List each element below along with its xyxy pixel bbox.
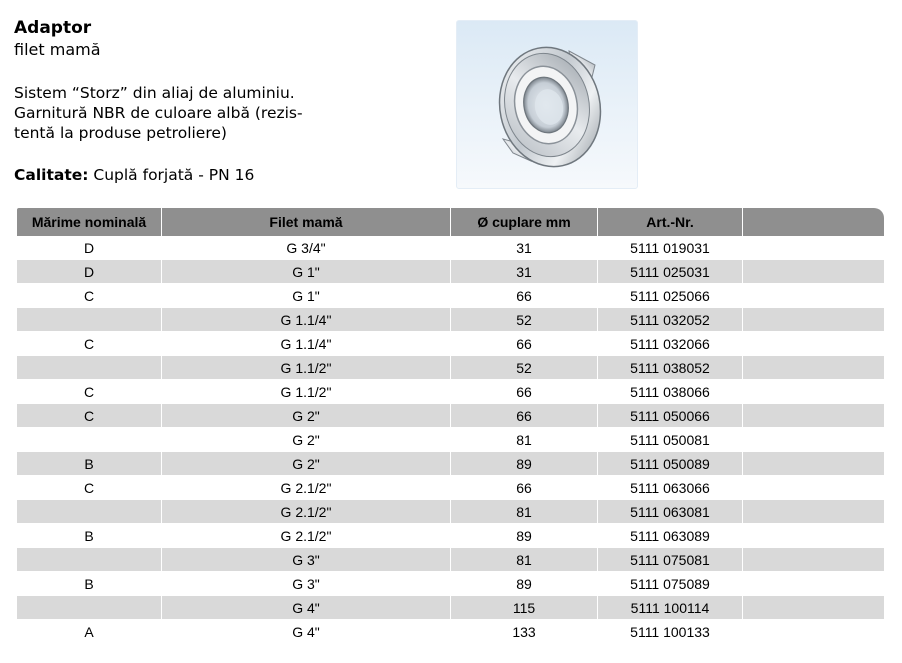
cell-coupling: 81 <box>451 548 598 572</box>
cell-size <box>17 596 162 620</box>
cell-size: B <box>17 452 162 476</box>
cell-art-nr: 5111 063081 <box>598 500 743 524</box>
table-row <box>17 476 884 500</box>
product-description <box>14 83 344 143</box>
cell-size <box>17 308 162 332</box>
cell-coupling: 52 <box>451 356 598 380</box>
cell-thread: G 1.1/4" <box>162 308 451 332</box>
cell-art-nr: 5111 050089 <box>598 452 743 476</box>
cell-art-nr: 5111 063066 <box>598 476 743 500</box>
cell-extra <box>743 476 884 500</box>
column-header-art-nr: Art.-Nr. <box>598 208 743 236</box>
table-row <box>17 428 884 452</box>
cell-extra <box>743 620 884 644</box>
cell-thread: G 1.1/2" <box>162 356 451 380</box>
cell-thread: G 1.1/2" <box>162 380 451 404</box>
cell-extra <box>743 524 884 548</box>
cell-art-nr: 5111 019031 <box>598 236 743 260</box>
cell-size: D <box>17 236 162 260</box>
table-row <box>17 380 884 404</box>
cell-size <box>17 500 162 524</box>
cell-art-nr: 5111 032066 <box>598 332 743 356</box>
cell-extra <box>743 356 884 380</box>
table-row <box>17 500 884 524</box>
cell-extra <box>743 332 884 356</box>
cell-thread: G 2" <box>162 404 451 428</box>
cell-coupling: 66 <box>451 284 598 308</box>
cell-art-nr: 5111 050066 <box>598 404 743 428</box>
column-header-extra <box>743 208 884 236</box>
table-row <box>17 548 884 572</box>
cell-coupling: 52 <box>451 308 598 332</box>
cell-coupling: 115 <box>451 596 598 620</box>
product-photo <box>456 20 638 189</box>
cell-size: B <box>17 572 162 596</box>
table-row <box>17 356 884 380</box>
cell-art-nr: 5111 050081 <box>598 428 743 452</box>
cell-art-nr: 5111 063089 <box>598 524 743 548</box>
cell-art-nr: 5111 025031 <box>598 260 743 284</box>
cell-thread: G 2.1/2" <box>162 500 451 524</box>
cell-coupling: 31 <box>451 236 598 260</box>
quality-label: Calitate: <box>14 166 89 184</box>
quality-line <box>14 166 254 184</box>
cell-size: C <box>17 476 162 500</box>
cell-thread: G 1" <box>162 260 451 284</box>
cell-extra <box>743 428 884 452</box>
table-row <box>17 524 884 548</box>
cell-art-nr: 5111 100114 <box>598 596 743 620</box>
table-header-row <box>17 208 884 236</box>
table-row <box>17 260 884 284</box>
cell-thread: G 4" <box>162 596 451 620</box>
cell-extra <box>743 548 884 572</box>
column-header-size: Mărime nominală <box>17 208 162 236</box>
cell-coupling: 66 <box>451 476 598 500</box>
cell-size <box>17 428 162 452</box>
cell-coupling: 89 <box>451 572 598 596</box>
cell-extra <box>743 308 884 332</box>
cell-coupling: 81 <box>451 500 598 524</box>
cell-thread: G 4" <box>162 620 451 644</box>
cell-thread: G 3/4" <box>162 236 451 260</box>
cell-extra <box>743 260 884 284</box>
column-header-coupling: Ø cuplare mm <box>451 208 598 236</box>
description-line: tentă la produse petroliere) <box>14 124 227 142</box>
cell-extra <box>743 596 884 620</box>
cell-extra <box>743 452 884 476</box>
cell-art-nr: 5111 100133 <box>598 620 743 644</box>
description-line: Garnitură NBR de culoare albă (rezis- <box>14 104 303 122</box>
cell-thread: G 2" <box>162 428 451 452</box>
cell-size: C <box>17 332 162 356</box>
table-row <box>17 596 884 620</box>
cell-coupling: 31 <box>451 260 598 284</box>
cell-coupling: 66 <box>451 380 598 404</box>
cell-thread: G 2" <box>162 452 451 476</box>
table-row <box>17 404 884 428</box>
column-header-thread: Filet mamă <box>162 208 451 236</box>
cell-size: D <box>17 260 162 284</box>
cell-thread: G 3" <box>162 572 451 596</box>
cell-art-nr: 5111 025066 <box>598 284 743 308</box>
cell-extra <box>743 500 884 524</box>
cell-extra <box>743 236 884 260</box>
cell-thread: G 3" <box>162 548 451 572</box>
cell-thread: G 1.1/4" <box>162 332 451 356</box>
cell-size: C <box>17 284 162 308</box>
table-row <box>17 572 884 596</box>
cell-coupling: 66 <box>451 332 598 356</box>
cell-size <box>17 356 162 380</box>
table-row <box>17 332 884 356</box>
cell-art-nr: 5111 032052 <box>598 308 743 332</box>
cell-art-nr: 5111 075089 <box>598 572 743 596</box>
cell-art-nr: 5111 038052 <box>598 356 743 380</box>
cell-art-nr: 5111 075081 <box>598 548 743 572</box>
cell-size <box>17 548 162 572</box>
cell-size: C <box>17 404 162 428</box>
product-table <box>17 208 884 644</box>
cell-thread: G 1" <box>162 284 451 308</box>
cell-coupling: 66 <box>451 404 598 428</box>
table-row <box>17 452 884 476</box>
cell-size: B <box>17 524 162 548</box>
cell-art-nr: 5111 038066 <box>598 380 743 404</box>
table-row <box>17 620 884 644</box>
product-title: Adaptor <box>14 18 92 38</box>
cell-coupling: 89 <box>451 524 598 548</box>
storz-coupling-icon <box>457 21 637 188</box>
cell-extra <box>743 404 884 428</box>
cell-coupling: 81 <box>451 428 598 452</box>
table-row <box>17 284 884 308</box>
cell-extra <box>743 284 884 308</box>
table-row <box>17 308 884 332</box>
cell-size: A <box>17 620 162 644</box>
cell-extra <box>743 380 884 404</box>
product-subtitle: filet mamă <box>14 40 101 59</box>
description-line: Sistem “Storz” din aliaj de aluminiu. <box>14 84 295 102</box>
cell-thread: G 2.1/2" <box>162 476 451 500</box>
cell-extra <box>743 572 884 596</box>
cell-coupling: 89 <box>451 452 598 476</box>
cell-coupling: 133 <box>451 620 598 644</box>
quality-value: Cuplă forjată - PN 16 <box>93 166 255 184</box>
cell-thread: G 2.1/2" <box>162 524 451 548</box>
table-row <box>17 236 884 260</box>
cell-size: C <box>17 380 162 404</box>
